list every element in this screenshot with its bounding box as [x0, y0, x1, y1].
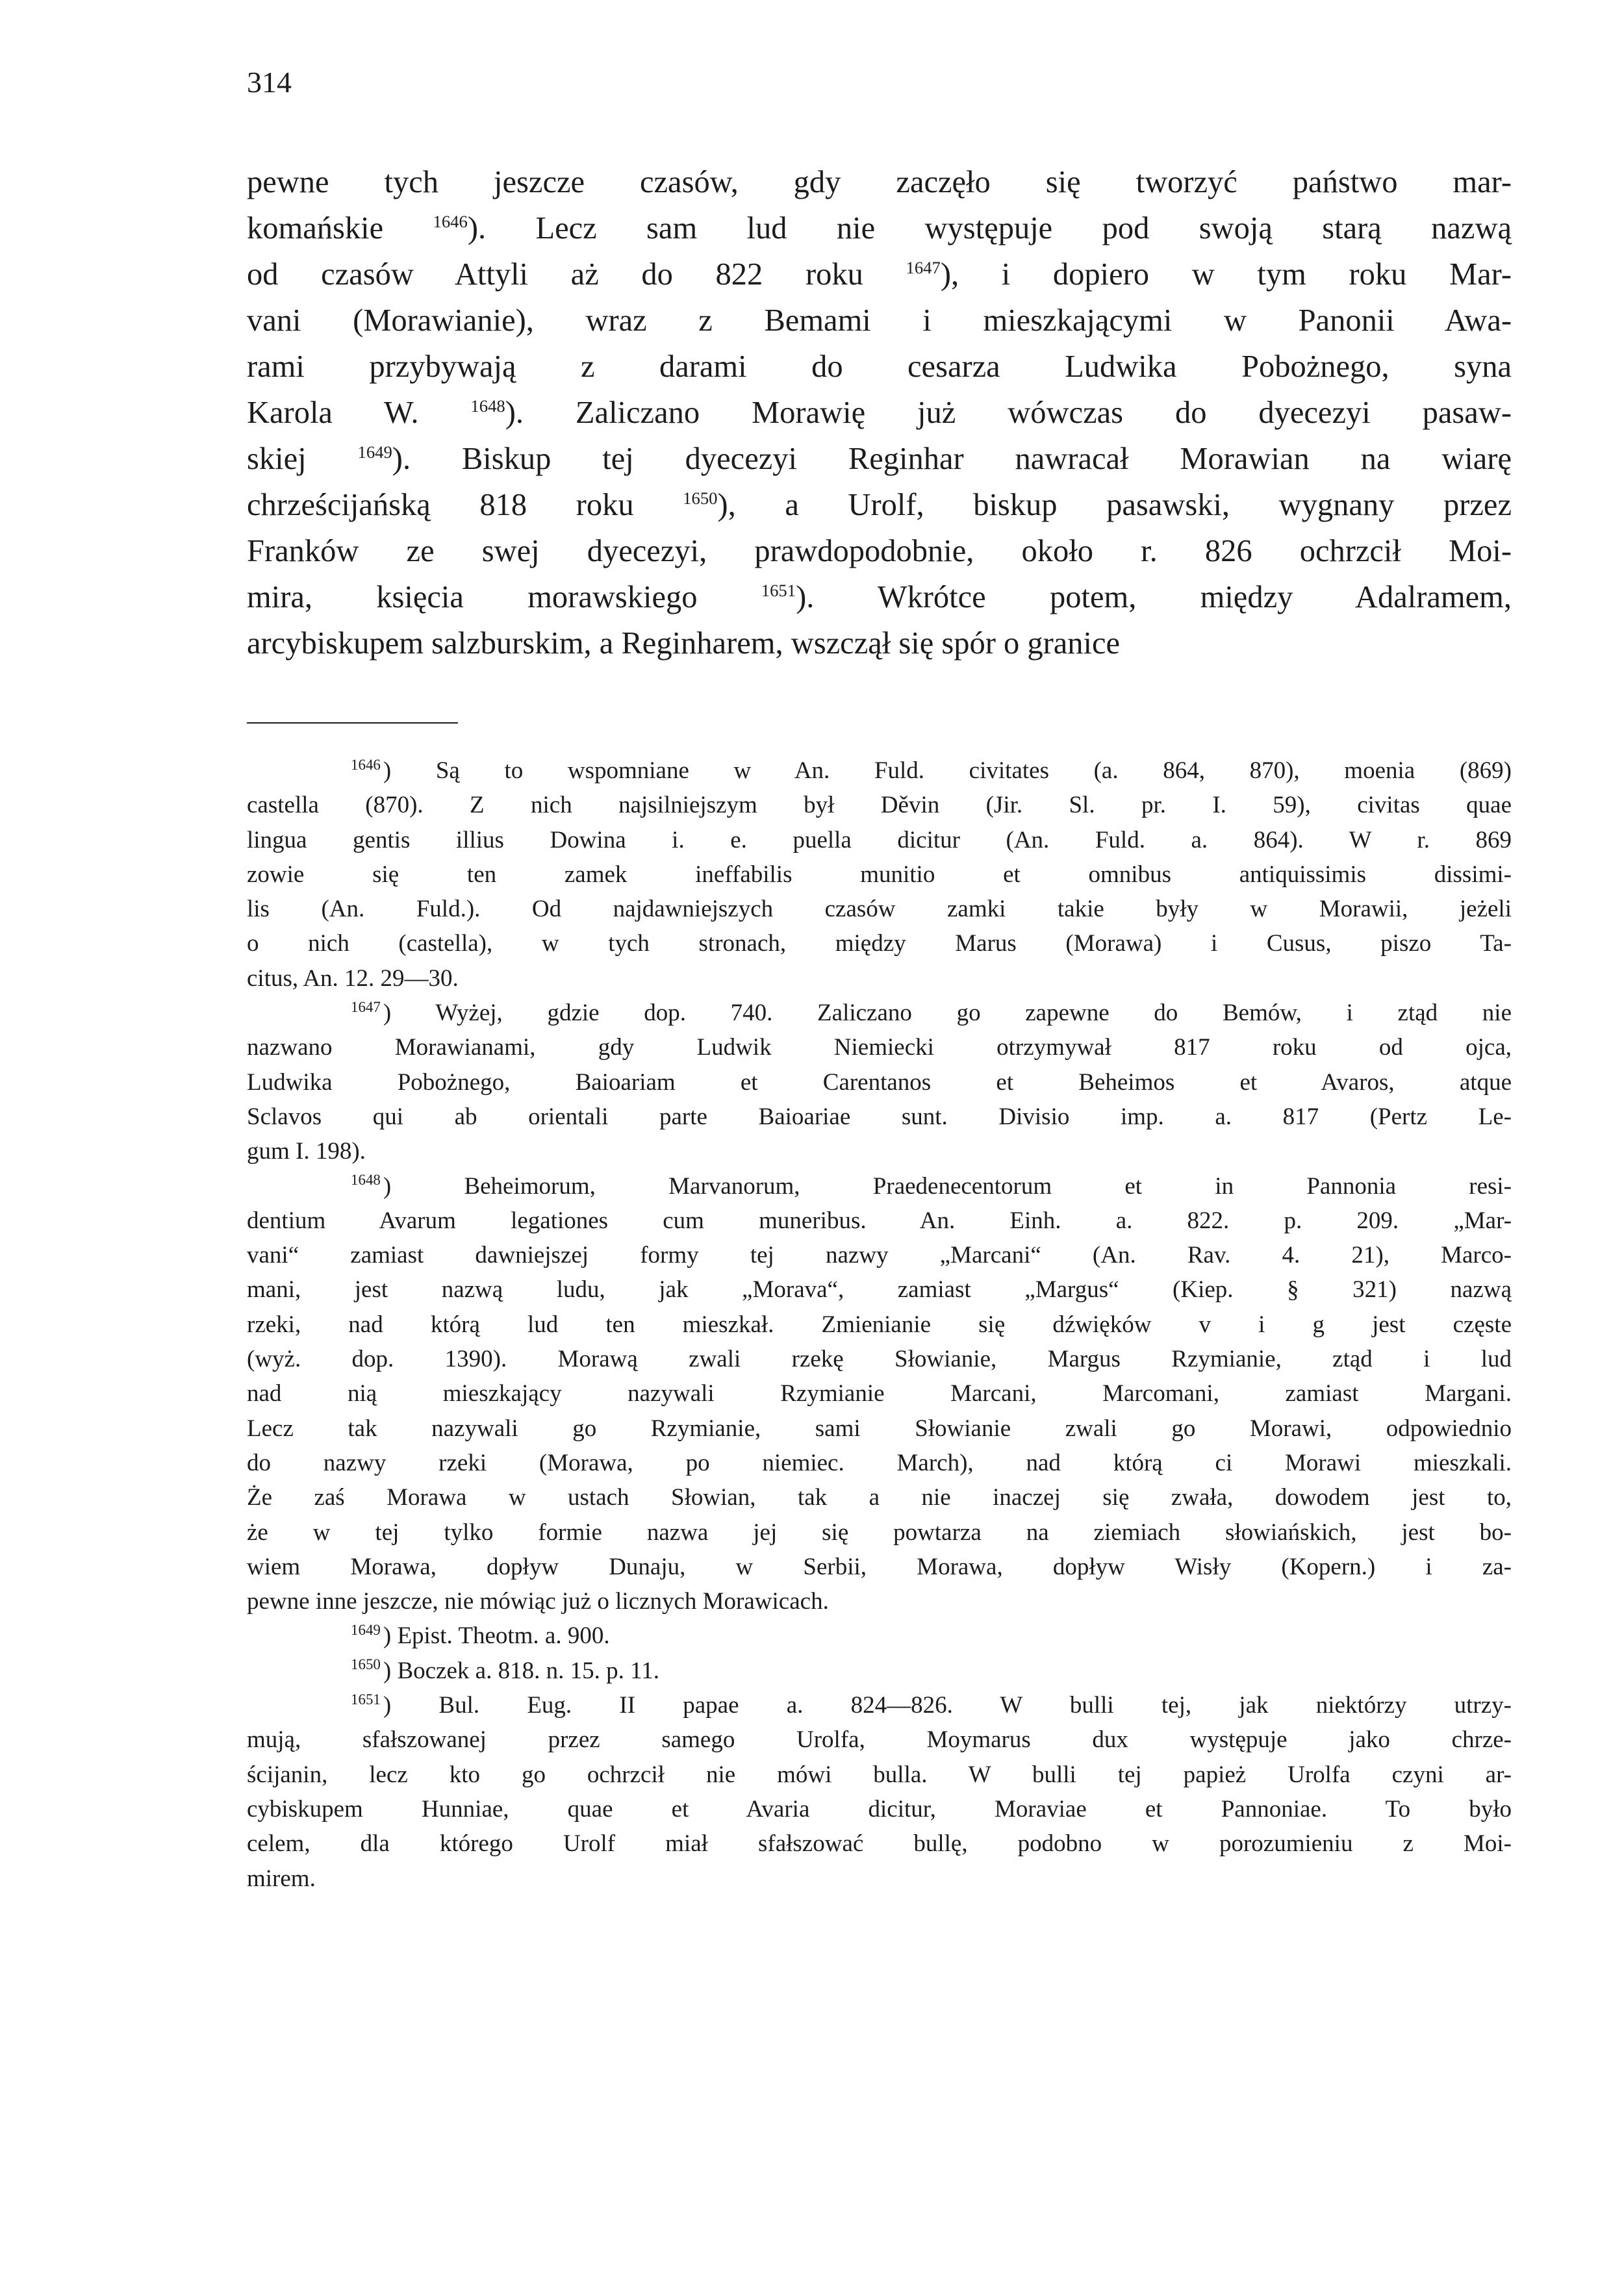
footnote-number: 1647: [351, 998, 381, 1015]
main-text-line: [247, 205, 1512, 251]
footnote-number: 1650: [351, 1656, 381, 1673]
text-segment: ), i dopiero w tym roku Mar-: [940, 257, 1512, 292]
footnote-text: lis (An. Fuld.). Od najdawniejszych czasów zamki takie były w Morawii, jeżeli: [247, 896, 1512, 923]
text-segment: ), a Urolf, biskup pasawski, wygnany przez: [717, 488, 1512, 522]
footnote-line: [247, 1722, 1512, 1757]
main-text-line: [247, 297, 1512, 344]
text-segment: vani (Morawianie), wraz z Bemami i mieszkającymi w Panonii Awa-: [247, 303, 1512, 338]
footnote-line: [247, 1550, 1512, 1584]
footnote-text: nad nią mieszkający nazywali Rzymianie Marcani, Marcomani, zamiast Margani.: [247, 1380, 1512, 1407]
footnote-text: rzeki, nad którą lud ten mieszkał. Zmienianie się dźwięków v i g jest częste: [247, 1311, 1512, 1338]
page-number: 314: [247, 66, 292, 99]
footnote-text: Są to wspomniane w An. Fuld. civitates (a. 864, 870), moenia (869): [435, 757, 1512, 784]
main-text-line: [247, 159, 1512, 205]
footnote-line: [247, 1688, 1512, 1722]
main-text-line: [247, 528, 1512, 574]
main-text-line: [247, 482, 1512, 528]
footnote-text: pewne inne jeszcze, nie mówiąc już o licznych Morawicach.: [247, 1588, 829, 1615]
footnote-line: [247, 1204, 1512, 1238]
footnote-line: [247, 1272, 1512, 1307]
footnote-line: [247, 1446, 1512, 1480]
footnote-line: [247, 1238, 1512, 1272]
text-segment: od czasów Attyli aż do 822 roku: [247, 257, 906, 292]
text-segment: mira, księcia morawskiego: [247, 580, 761, 614]
footnote-text: wiem Morawa, dopływ Dunaju, w Serbii, Morawa, dopływ Wisły (Kopern.) i za-: [247, 1553, 1512, 1580]
footnote-text: Beheimorum, Marvanorum, Praedenecentorum et in Pannonia resi-: [464, 1172, 1512, 1200]
footnote-reference: 1649: [357, 442, 392, 462]
footnote-line: [247, 1307, 1512, 1342]
footnote-line: [247, 926, 1512, 961]
footnote-text: że w tej tylko formie nazwa jej się powtarza na ziemiach słowiańskich, jest bo-: [247, 1519, 1512, 1546]
footnote-text: zowie się ten zamek ineffabilis munitio et omnibus antiquissimis dissimi-: [247, 861, 1512, 888]
footnote-line: [247, 788, 1512, 822]
footnote-line: [247, 823, 1512, 857]
footnote-text: o nich (castella), w tych stronach, między Marus (Morawa) i Cusus, piszo Ta-: [247, 930, 1512, 957]
footnote-line: [247, 1342, 1512, 1376]
footnote-line: [247, 1376, 1512, 1411]
footnote-paren: ): [383, 1000, 436, 1027]
footnote-line: [247, 1515, 1512, 1550]
footnote-line: [247, 996, 1512, 1030]
footnote-text: celem, dla którego Urolf miał sfałszować bullę, podobno w porozumieniu z Moi-: [247, 1830, 1512, 1858]
footnote-line: [247, 857, 1512, 892]
text-segment: komańskie: [247, 211, 433, 246]
footnote-text: mani, jest nazwą ludu, jak „Morava“, zamiast „Margus“ (Kiep. § 321) nazwą: [247, 1276, 1512, 1304]
footnote-1651: [247, 1688, 1512, 1896]
footnote-line: [247, 753, 1512, 788]
footnote-paren: ): [383, 757, 436, 784]
footnote-1649: [247, 1619, 1512, 1653]
footnote-paren: ): [383, 1692, 439, 1719]
footnote-number: 1649: [351, 1622, 381, 1639]
footnote-text: (wyż. dop. 1390). Morawą zwali rzekę Słowianie, Margus Rzymianie, ztąd i lud: [247, 1346, 1512, 1373]
text-segment: skiej: [247, 442, 358, 476]
text-segment: chrześcijańską 818 roku: [247, 488, 683, 522]
footnote-1648: [247, 1169, 1512, 1619]
footnote-text: citus, An. 12. 29—30.: [247, 965, 459, 992]
footnote-1647: [247, 996, 1512, 1168]
footnote-line: [247, 1411, 1512, 1446]
text-segment: ). Biskup tej dyecezyi Reginhar nawracał Morawian na wiarę: [392, 442, 1512, 476]
footnote-1650: [247, 1654, 1512, 1688]
text-segment: Karola W.: [247, 396, 471, 430]
text-segment: ). Zaliczano Morawię już wówczas do dyecezyi pasaw-: [505, 396, 1512, 430]
footnote-line: [247, 1619, 1512, 1653]
footnote-text: Wyżej, gdzie dop. 740. Zaliczano go zapewne do Bemów, i ztąd nie: [435, 1000, 1512, 1027]
text-segment: Franków ze swej dyecezyi, prawdopodobnie, około r. 826 ochrzcił Moi-: [247, 534, 1512, 568]
footnote-paren: ): [383, 1172, 464, 1200]
footnote-paren: ): [383, 1622, 398, 1650]
footnote-text: mirem.: [247, 1865, 316, 1892]
main-text-line: [247, 344, 1512, 390]
footnote-line: [247, 961, 1512, 996]
footnote-reference: 1650: [683, 488, 718, 508]
footnote-text: lingua gentis illius Dowina i. e. puella dicitur (An. Fuld. a. 864). W r. 869: [247, 826, 1512, 853]
footnote-reference: 1651: [761, 580, 796, 600]
footnote-reference: 1646: [433, 211, 468, 231]
footnote-reference: 1648: [470, 396, 505, 416]
footnote-paren: ): [383, 1657, 398, 1684]
footnote-text: castella (870). Z nich najsilniejszym był Děvin (Jir. Sl. pr. I. 59), civitas quae: [247, 792, 1512, 819]
footnote-line: [247, 892, 1512, 926]
footnote-line: [247, 1065, 1512, 1100]
text-segment: ). Wkrótce potem, między Adalramem,: [796, 580, 1512, 614]
footnote-text: do nazwy rzeki (Morawa, po niemiec. March), nad którą ci Morawi mieszkali.: [247, 1449, 1512, 1476]
footnote-text: Że zaś Morawa w ustach Słowian, tak a nie inaczej się zwała, dowodem jest to,: [247, 1484, 1512, 1511]
footnote-reference: 1647: [906, 257, 941, 277]
footnote-text: mują, sfałszowanej przez samego Urolfa, Moymarus dux występuje jako chrze-: [247, 1726, 1512, 1754]
text-segment: arcybiskupem salzburskim, a Reginharem, wszczął się spór o granice: [247, 626, 1121, 661]
footnote-line: [247, 1861, 1512, 1896]
main-text-line: [247, 436, 1512, 482]
footnote-separator: [247, 722, 458, 724]
main-text: [247, 159, 1512, 666]
footnote-text: nazwano Morawianami, gdy Ludwik Niemiecki otrzymywał 817 roku od ojca,: [247, 1034, 1512, 1061]
footnote-line: [247, 1134, 1512, 1168]
footnote-line: [247, 1758, 1512, 1792]
footnote-line: [247, 1654, 1512, 1688]
footnote-text: Bul. Eug. II papae a. 824—826. W bulli tej, jak niektórzy utrzy-: [438, 1692, 1512, 1719]
footnote-text: Lecz tak nazywali go Rzymianie, sami Słowianie zwali go Morawi, odpowiednio: [247, 1415, 1512, 1442]
main-text-line: [247, 251, 1512, 297]
main-text-line: [247, 390, 1512, 436]
text-segment: rami przybywają z darami do cesarza Ludwika Pobożnego, syna: [247, 349, 1512, 384]
footnotes: [247, 753, 1512, 1896]
footnote-line: [247, 1826, 1512, 1861]
footnote-text: dentium Avarum legationes cum muneribus. An. Einh. a. 822. p. 209. „Mar-: [247, 1207, 1512, 1234]
footnote-line: [247, 1584, 1512, 1619]
footnote-text: Sclavos qui ab orientali parte Baioariae sunt. Divisio imp. a. 817 (Pertz Le-: [247, 1103, 1512, 1130]
text-segment: pewne tych jeszcze czasów, gdy zaczęło się tworzyć państwo mar-: [247, 165, 1512, 199]
text-segment: ). Lecz sam lud nie występuje pod swoją starą nazwą: [467, 211, 1512, 246]
footnote-number: 1646: [351, 756, 381, 773]
footnote-text: ścijanin, lecz kto go ochrzcił nie mówi bulla. W bulli tej papież Urolfa czyni ar-: [247, 1761, 1512, 1788]
footnote-1646: [247, 753, 1512, 996]
footnote-text: Epist. Theotm. a. 900.: [397, 1622, 610, 1650]
footnote-line: [247, 1169, 1512, 1204]
footnote-line: [247, 1792, 1512, 1826]
footnote-number: 1648: [351, 1172, 381, 1189]
footnote-text: vani“ zamiast dawniejszej formy tej nazwy „Marcani“ (An. Rav. 4. 21), Marco-: [247, 1242, 1512, 1269]
footnote-line: [247, 1480, 1512, 1515]
footnote-text: Boczek a. 818. n. 15. p. 11.: [397, 1657, 659, 1684]
footnote-number: 1651: [351, 1691, 381, 1708]
footnote-line: [247, 1100, 1512, 1134]
main-text-line: [247, 574, 1512, 620]
footnote-line: [247, 1030, 1512, 1065]
footnote-text: cybiskupem Hunniae, quae et Avaria dicitur, Moraviae et Pannoniae. To było: [247, 1795, 1512, 1823]
main-text-line: [247, 620, 1512, 666]
footnote-text: Ludwika Pobożnego, Baioariam et Carentanos et Beheimos et Avaros, atque: [247, 1068, 1512, 1096]
footnote-text: gum I. 198).: [247, 1138, 366, 1165]
